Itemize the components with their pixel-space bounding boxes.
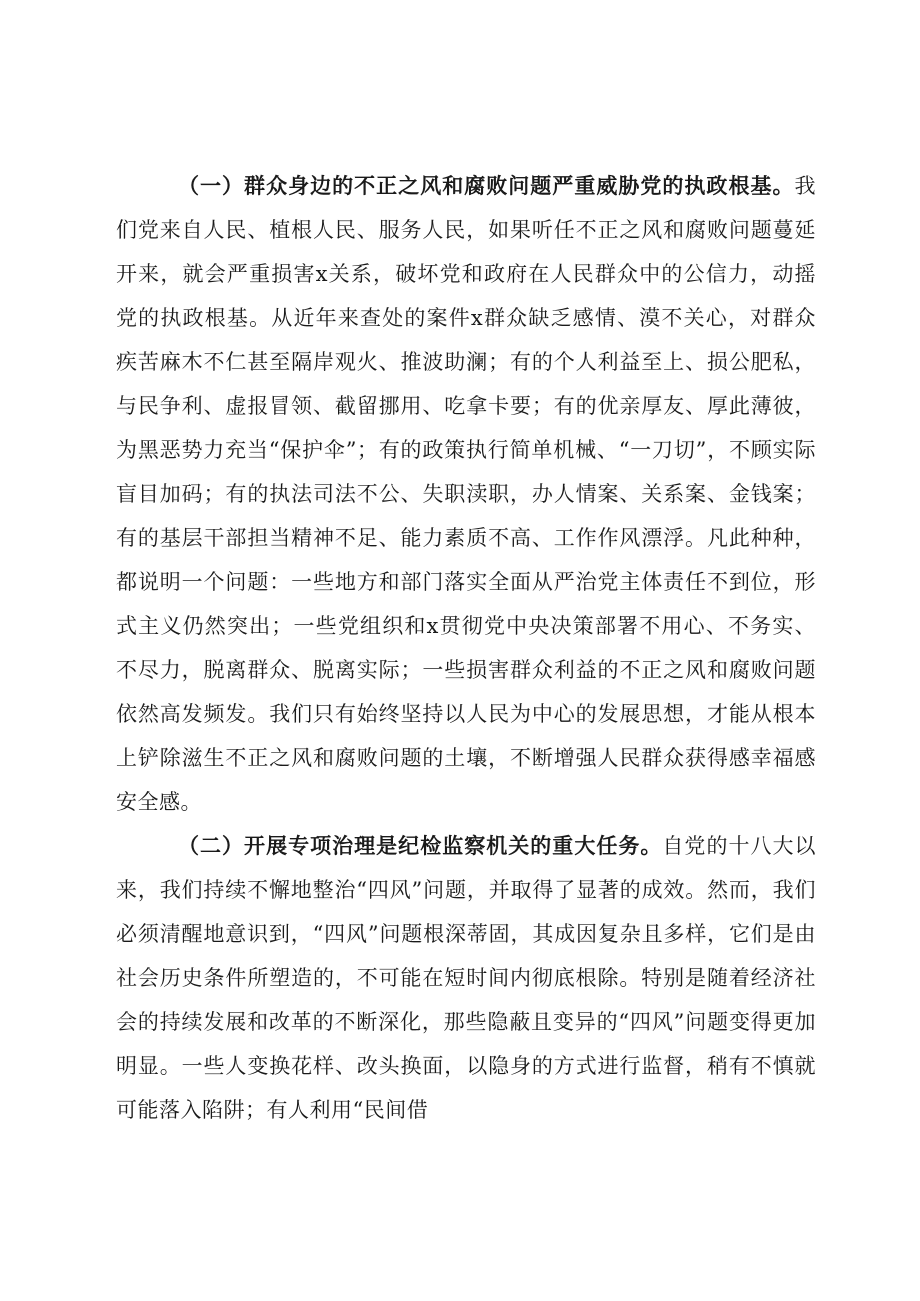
paragraph-1-heading: （一）群众身边的不正之风和腐败问题严重威胁党的执政根基。 [178,173,795,198]
paragraph-2-body: 自党的十八大以来，我们持续不懈地整治“四风”问题，并取得了显著的成效。然而，我们必须清醒地意识到，“四风”问题根深蒂固，其成因复杂且多样，它们是由社会历史条件所塑造的，不可能在短时间内彻底根除。特别是随着经济社会的持续发展和改革的不断深化，那些隐蔽且变异的“四风”问题变得更加明显。一些人变换花样、改头换面，以隐身的方式进行监督，稍有不慎就可能落入陷阱；有人利用“民间借 [116,834,817,1122]
document-body [116,164,816,1132]
paragraph-2-heading: （二）开展专项治理是纪检监察机关的重大任务。 [178,833,663,858]
paragraph-1 [116,164,816,824]
paragraph-1-body: 我们党来自人民、植根人民、服务人民，如果听任不正之风和腐败问题蔓延开来，就会严重损害x关系，破坏党和政府在人民群众中的公信力，动摇党的执政根基。从近年来查处的案件x群众缺乏感情、漠不关心，对群众疾苦麻木不仁甚至隔岸观火、推波助澜；有的个人利益至上、损公肥私，与民争利、虚报冒领、截留挪用、吃拿卡要；有的优亲厚友、厚此薄彼，为黑恶势力充当“保护伞”；有的政策执行简单机械、“一刀切”，不顾实际盲目加码；有的执法司法不公、失职渎职，办人情案、关系案、金钱案；有的基层干部担当精神不足、能力素质不高、工作作风漂浮。凡此种种，都说明一个问题：一些地方和部门落实全面从严治党主体责任不到位，形式主义仍然突出；一些党组织和x贯彻党中央决策部署不用心、不务实、不尽力，脱离群众、脱离实际；一些损害群众利益的不正之风和腐败问题依然高发频发。我们只有始终坚持以人民为中心的发展思想，才能从根本上铲除滋生不正之风和腐败问题的土壤，不断增强人民群众获得感幸福感安全感。 [116,174,816,814]
paragraph-2 [116,824,816,1132]
